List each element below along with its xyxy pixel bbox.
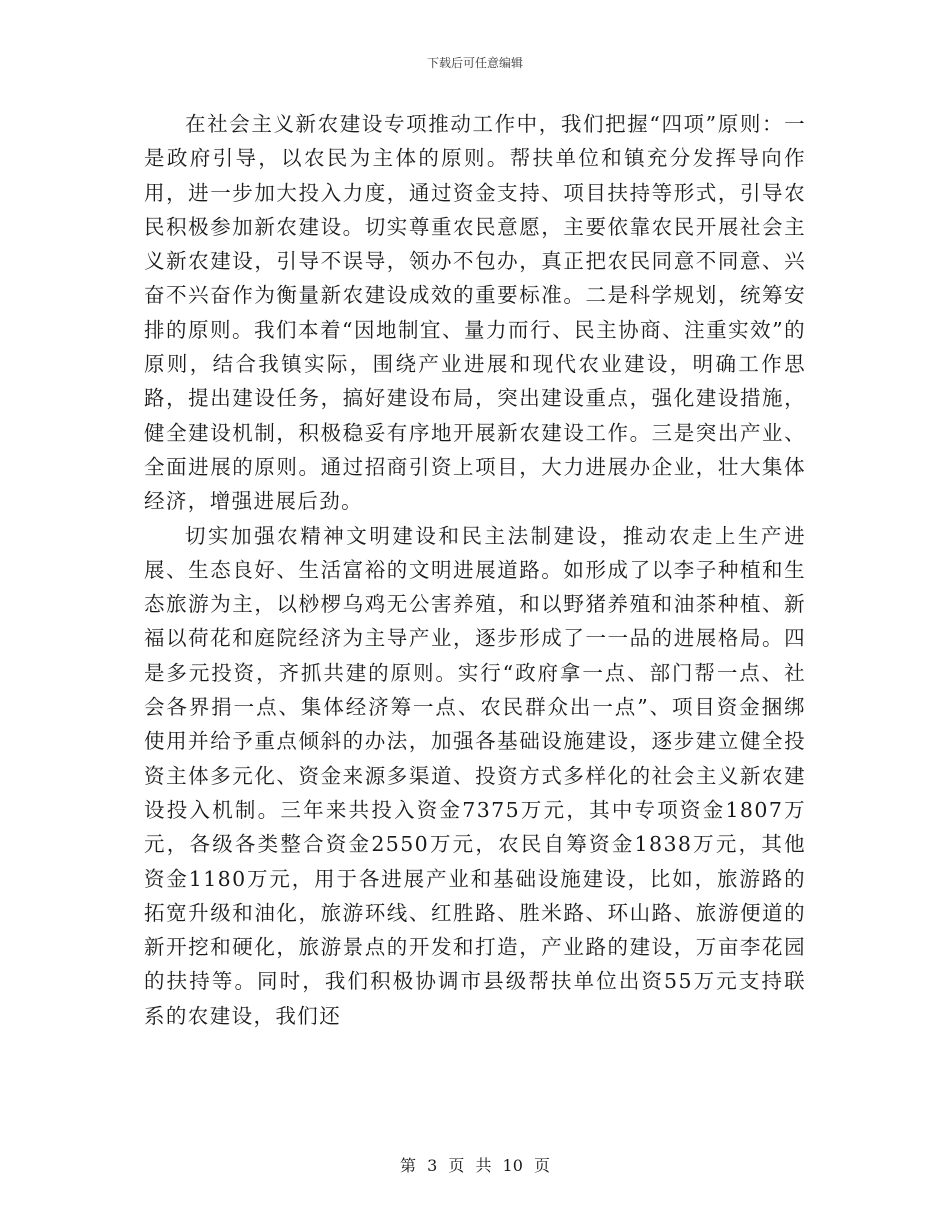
paragraph-principles: 在社会主义新农建设专项推动工作中，我们把握“四项”原则：一是政府引导，以农民为主体的原则。帮扶单位和镇充分发挥导向作用，进一步加大投入力度，通过资金支持、项目扶持等形式，引导农民积极参加新农建设。切实尊重农民意愿，主要依靠农民开展社会主义新农建设，引导不误导，领办不包办，真正把农民同意不同意、兴奋不兴奋作为衡量新农建设成效的重要标准。二是科学规划，统筹安排的原则。我们本着“因地制宜、量力而行、民主协商、注重实效”的原则，结合我镇实际，围绕产业进展和现代农业建设，明确工作思路，提出建设任务，搞好建设布局，突出建设重点，强化建设措施，健全建设机制，积极稳妥有序地开展新农建设工作。三是突出产业、全面进展的原则。通过招商引资上项目，大力进展办企业，壮大集体经济，增强进展后劲。 (144, 112, 806, 514)
page-number-footer: 第 3 页 共 10 页 (400, 1156, 550, 1175)
page-header: 下载后可任意编辑 (426, 56, 523, 70)
document-body (144, 107, 806, 1033)
paragraph-investment: 切实加强农精神文明建设和民主法制建设，推动农走上生产进展、生态良好、生活富裕的文明进展道路。如形成了以李子种植和生态旅游为主，以桫椤乌鸡无公害养殖，和以野猪养殖和油茶种植、新福以荷花和庭院经济为主导产业，逐步形成了一一品的进展格局。四是多元投资，齐抓共建的原则。实行“政府拿一点、部门帮一点、社会各界捐一点、集体经济筹一点、农民群众出一点”、项目资金捆绑使用并给予重点倾斜的办法，加强各基础设施建设，逐步建立健全投资主体多元化、资金来源多渠道、投资方式多样化的社会主义新农建设投入机制。三年来共投入资金7375万元，其中专项资金1807万元，各级各类整合资金2550万元，农民自筹资金1838万元，其他资金1180万元，用于各进展产业和基础设施建设，比如，旅游路的拓宽升级和油化，旅游环线、红胜路、胜米路、环山路、旅游便道的新开挖和硬化，旅游景点的开发和打造，产业路的建设，万亩李花园的扶持等。同时，我们积极协调市县级帮扶单位出资55万元支持联系的农建设，我们还 (144, 523, 806, 1028)
